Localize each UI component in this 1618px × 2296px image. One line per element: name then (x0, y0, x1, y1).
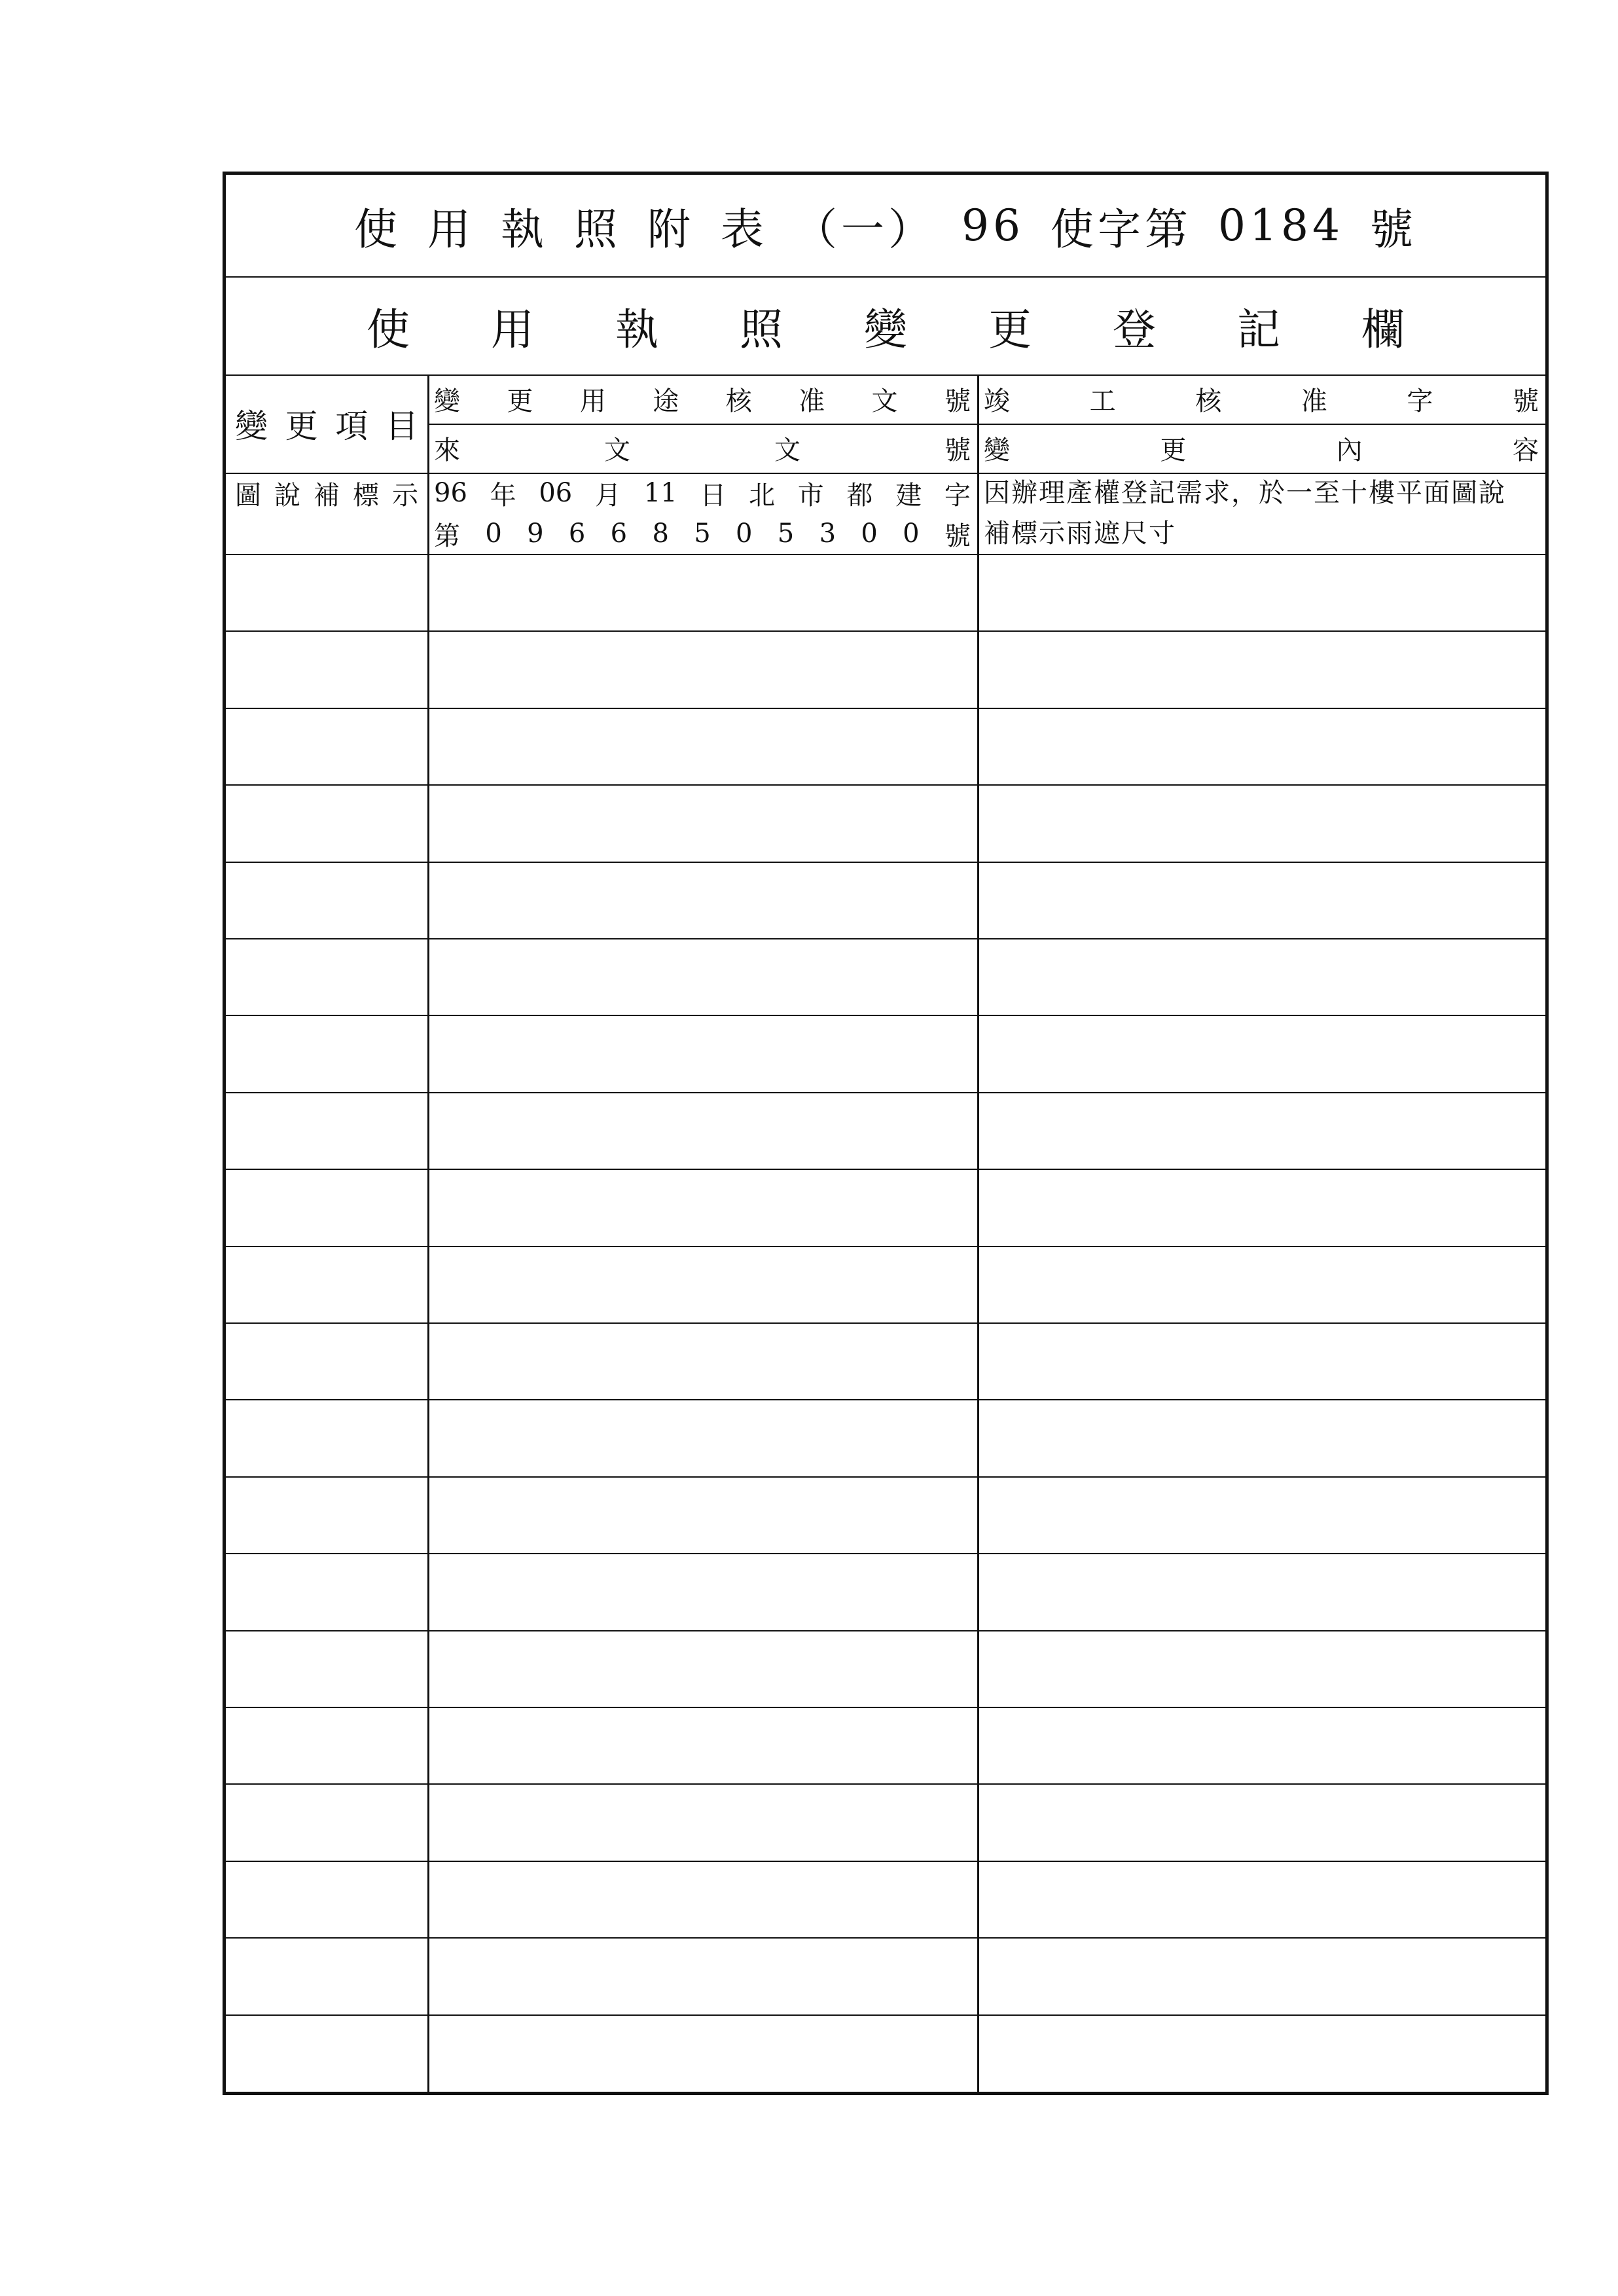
title-part: 用 (427, 204, 475, 255)
page-title (226, 175, 1545, 276)
register-table (223, 172, 1549, 2095)
header-char: 目 (385, 407, 418, 445)
row-content-line-1: 因辦理產權登記需求，於一至十樓平面圖說 (984, 478, 1506, 508)
header-char: 更 (507, 386, 533, 416)
row-line (226, 1169, 1545, 1170)
header-char: 途 (653, 386, 679, 416)
col-header-approval-doc (427, 374, 977, 424)
cell-char: 北 (749, 480, 776, 511)
row-line (226, 1015, 1545, 1016)
header-char: 工 (1089, 386, 1116, 416)
row-doc-line-2 (427, 513, 977, 554)
header-char: 核 (1195, 386, 1222, 416)
cell-char: 補 (314, 480, 340, 511)
title-part: 照 (574, 204, 622, 255)
cell-char: 號 (944, 520, 971, 551)
subtitle-char: 變 (864, 304, 907, 355)
header-char: 號 (944, 435, 971, 465)
row-line (226, 554, 1545, 555)
header-char: 變 (235, 407, 268, 445)
row-line (226, 862, 1545, 863)
title-part: 表 (721, 204, 768, 255)
cell-char: 市 (797, 480, 824, 511)
column-divider (427, 374, 429, 2092)
subtitle-char: 照 (740, 304, 783, 355)
cell-char: 0 (903, 519, 920, 549)
header-char: 內 (1336, 435, 1363, 465)
row-line (226, 1630, 1545, 1631)
header-char: 更 (1160, 435, 1187, 465)
title-part: （一） (794, 204, 936, 255)
row-line (226, 1399, 1545, 1400)
row-change-item (226, 473, 427, 513)
subtitle-char: 更 (988, 304, 1032, 355)
header-char: 號 (1512, 386, 1539, 416)
header-char: 字 (1407, 386, 1433, 416)
header-char: 文 (604, 435, 630, 465)
title-part: 96 (962, 200, 1024, 251)
header-char: 容 (1512, 435, 1539, 465)
subtitle-char: 記 (1237, 304, 1280, 355)
cell-char: 6 (610, 519, 628, 549)
header-char: 變 (434, 386, 460, 416)
cell-char: 5 (777, 519, 795, 549)
header-char: 竣 (984, 386, 1010, 416)
cell-char: 標 (353, 480, 379, 511)
row-line (226, 1861, 1545, 1862)
section-title (226, 276, 1545, 374)
row-content-line-2: 補標示雨遮尺寸 (984, 519, 1176, 549)
subtitle-char: 欄 (1361, 304, 1405, 355)
cell-char: 說 (274, 480, 300, 511)
cell-char: 年 (490, 480, 516, 511)
row-doc-line-1 (427, 473, 977, 513)
header-char: 文 (774, 435, 800, 465)
cell-char: 0 (736, 519, 753, 549)
cell-char: 8 (652, 519, 669, 549)
cell-char: 9 (527, 519, 544, 549)
header-char: 准 (1301, 386, 1327, 416)
row-line (226, 708, 1545, 709)
title-part: 使字第 (1051, 204, 1192, 255)
cell-char: 示 (392, 480, 418, 511)
cell-char: 96 (434, 478, 467, 508)
row-line (226, 1553, 1545, 1554)
cell-char: 0 (861, 519, 878, 549)
col-header-change-content (977, 424, 1545, 473)
col-header-incoming-doc (427, 424, 977, 473)
cell-char: 0 (485, 519, 502, 549)
header-char: 來 (434, 435, 460, 465)
title-part: 使 (354, 204, 402, 255)
row-line (226, 2014, 1545, 2016)
row-line (226, 1246, 1545, 1247)
row-line (226, 630, 1545, 632)
cell-char: 5 (694, 519, 711, 549)
header-char: 更 (285, 407, 318, 445)
row-line (226, 1092, 1545, 1093)
col-header-change-item (226, 374, 427, 473)
cell-char: 圖 (235, 480, 261, 511)
row-line (226, 1322, 1545, 1324)
header-char: 核 (725, 386, 752, 416)
subtitle-char: 登 (1113, 304, 1156, 355)
cell-char: 月 (594, 480, 621, 511)
header-char: 號 (944, 386, 971, 416)
subtitle-char: 使 (367, 304, 410, 355)
cell-char: 06 (539, 478, 573, 508)
row-line (226, 1707, 1545, 1708)
cell-char: 6 (568, 519, 586, 549)
cell-char: 字 (944, 480, 971, 511)
header-char: 用 (579, 386, 606, 416)
header-char: 文 (871, 386, 898, 416)
cell-char: 日 (700, 480, 727, 511)
header-char: 准 (799, 386, 825, 416)
row-line (226, 938, 1545, 939)
col-header-completion-number (977, 374, 1545, 424)
subtitle-char: 用 (491, 304, 534, 355)
row-line (226, 1783, 1545, 1785)
row-line (226, 784, 1545, 786)
title-part: 號 (1369, 204, 1417, 255)
title-part: 0184 (1218, 200, 1344, 251)
cell-char: 3 (819, 519, 836, 549)
subtitle-char: 執 (615, 304, 658, 355)
row-line (226, 1476, 1545, 1478)
cell-char: 都 (846, 480, 873, 511)
column-divider (977, 374, 979, 2092)
header-char: 變 (984, 435, 1010, 465)
cell-char: 第 (434, 520, 460, 551)
header-char: 項 (335, 407, 369, 445)
cell-char: 11 (643, 478, 677, 508)
title-part: 執 (501, 204, 548, 255)
row-line (226, 1937, 1545, 1939)
title-part: 附 (647, 204, 695, 255)
cell-char: 建 (895, 480, 922, 511)
